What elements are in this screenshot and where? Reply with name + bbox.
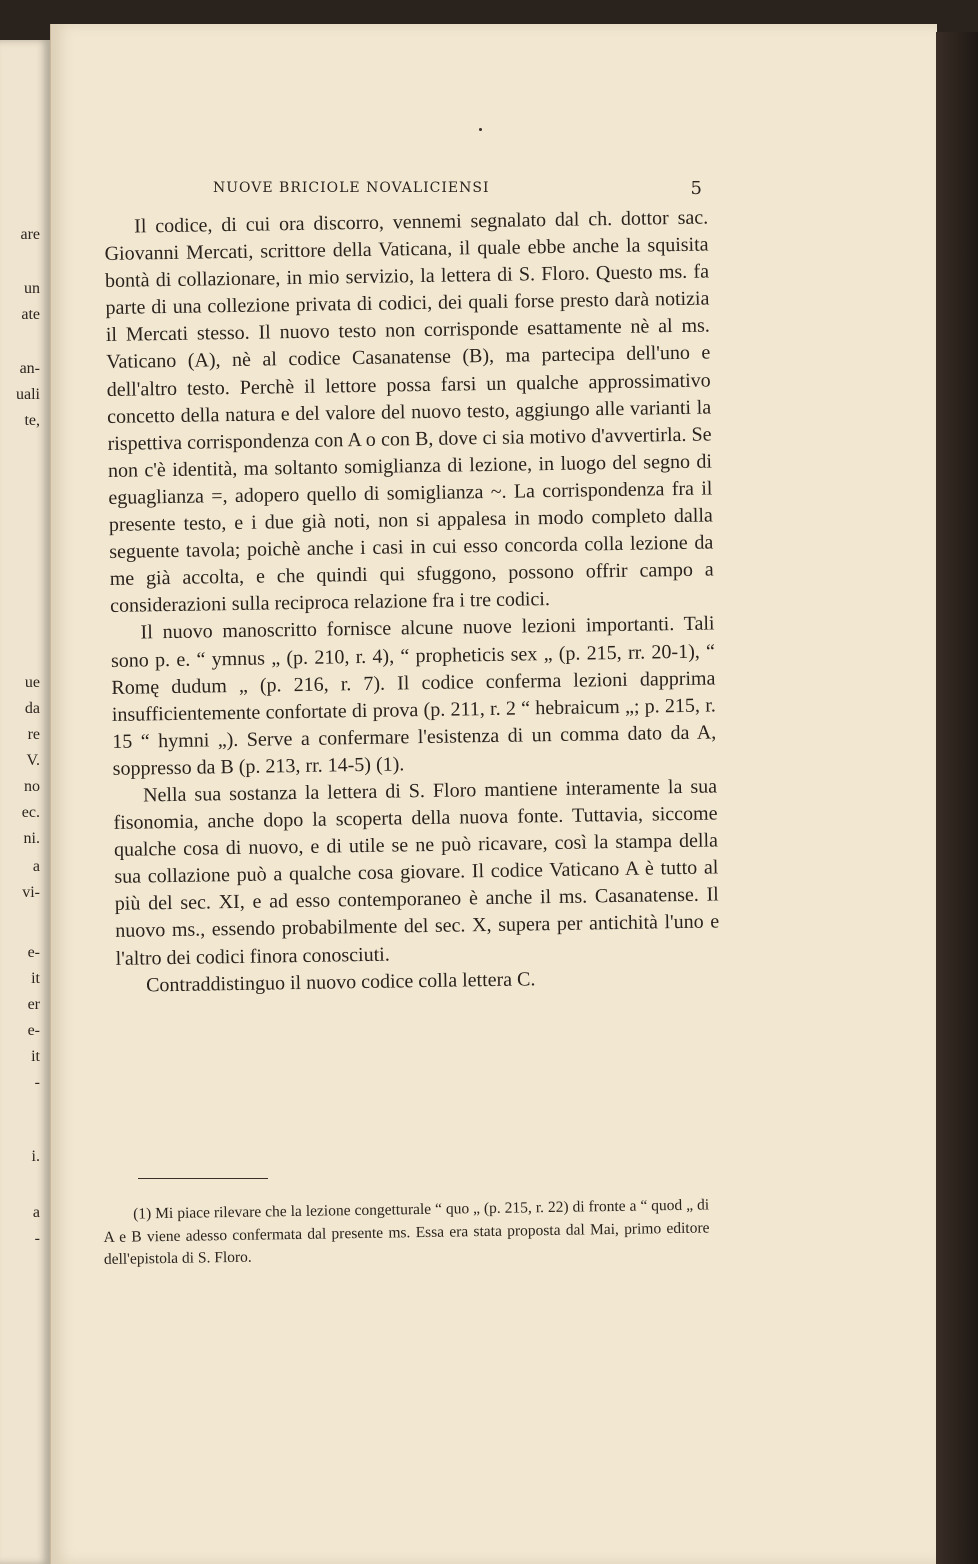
running-title: NUOVE BRICIOLE NOVALICIENSI: [213, 180, 490, 196]
facing-page-fragment: a: [32, 858, 40, 875]
print-speck: [479, 128, 482, 131]
facing-page-fragment: re: [27, 726, 40, 743]
facing-page-fragment: i.: [31, 1148, 40, 1165]
footnote: [103, 1194, 710, 1271]
facing-page-fragment: er: [27, 996, 40, 1013]
facing-page-fragment: uali: [16, 386, 40, 403]
facing-page-fragment: un: [24, 280, 40, 297]
facing-page-fragment: ue: [24, 674, 40, 691]
paragraph-3: Nella sua sostanza la lettera di S. Floro mantiene interamente la sua fisonomia, anche dopo la scoperta della nuova fonte. Tuttavia, siccome qualche cosa di nuovo, e di utile se ne può ricavare, così la stampa della sua collazione può a qualche cosa giovare. Il codice Vaticano A è tutto al più del sec. XI, e ad esso contemporaneo è anche il ms. Casanatense. Il nuovo ms., essendo probabilmente del sec. X, supera per antichità l'uno e l'altro dei codici finora conosciuti.: [113, 775, 720, 970]
paragraph-1: Il codice, di cui ora discorro, vennemi segnalato dal ch. dottor sac. Giovanni Mercati, scrittore della Vaticana, il quale ebbe anche la squisita bontà di collazionare, in mio servizio, la lettera di S. Floro. Questo ms. fa parte di una collezione privata di codici, dei quali forse presto darà notizia il Mercati stesso. Il nuovo testo non corrisponde esattamente nè al ms. Vaticano (A), nè al codice Casanatense (B), ma partecipa dell'uno e dell'altro testo. Perchè il lettore possa farsi un qualche approssimativo concetto della natura e del valore del nuovo testo, aggiungo alle varianti la rispettiva corrispondenza con A o con B, dove ci sia motivo d'avvertirla. Se non c'è identità, ma soltanto somiglianza di lezione, in luogo del segno di eguaglianza =, adopero quello di somiglianza ~. La corrispondenza fra il presente testo, e i due già noti, non si appalesa in modo completo dalla seguente tavola; poichè anche i casi in cui esso concorda colla lezione da me già accolta, e che quindi qui sfuggono, possono offrir campo a considerazioni sulla reciproca relazione fra i tre codici.: [104, 206, 714, 618]
facing-page-fragment: vi-: [22, 884, 40, 901]
paragraph-4: Contraddistinguo il nuovo codice colla lettera C.: [145, 967, 536, 997]
facing-page-fragment: a: [32, 1204, 40, 1221]
main-text: [104, 205, 720, 1000]
facing-page-fragment: an-: [19, 360, 40, 377]
facing-page-fragment: e-: [27, 1022, 40, 1039]
facing-page-fragment: ni.: [23, 830, 40, 847]
facing-page-fragment: ec.: [21, 804, 40, 821]
facing-page-fragment: ate: [21, 306, 40, 323]
paragraph-2: Il nuovo manoscritto fornisce alcune nuove lezioni importanti. Tali sono p. e. “ ymnus „ (p. 210, r. 4), “ propheticis sex „ (p. 215, rr. 20-1), “ Romę dudum „ (p. 216, r. 7). Il codice conferma lezioni dapprima insufficientemente confortate di prova (p. 211, r. 2 “ hebraicum „; p. 215, r. 15 “ hymni „). Serve a confermare l'esistenza di un comma dato da A, soppresso da B (p. 213, rr. 14-5) (1).: [110, 612, 717, 780]
facing-page-fragment: it: [31, 970, 40, 987]
facing-page-fragment: te,: [24, 412, 40, 429]
page-edge-shadow: [936, 32, 978, 1564]
facing-page-fragment: e-: [27, 944, 40, 961]
facing-page-fragment: -: [34, 1074, 40, 1091]
facing-page-fragment: no: [24, 778, 40, 795]
footnote-text: (1) Mi piace rilevare che la lezione congetturale “ quo „ (p. 215, r. 22) di fronte a “ quod „ di A e B viene adesso confermata dal presente ms. Essa era stata proposta dal Mai, primo editore dell'epistola di S. Floro.: [103, 1196, 710, 1268]
facing-page-fragment: are: [20, 226, 40, 243]
page-header: [213, 178, 703, 199]
footnote-rule: [138, 1178, 268, 1179]
facing-page-edge: [0, 40, 50, 1564]
facing-page-fragment: it: [31, 1048, 40, 1065]
facing-page-fragment: V.: [26, 752, 40, 769]
page-number: 5: [690, 178, 703, 199]
facing-page-fragment: da: [24, 700, 40, 717]
facing-page-fragment: -: [34, 1230, 40, 1247]
